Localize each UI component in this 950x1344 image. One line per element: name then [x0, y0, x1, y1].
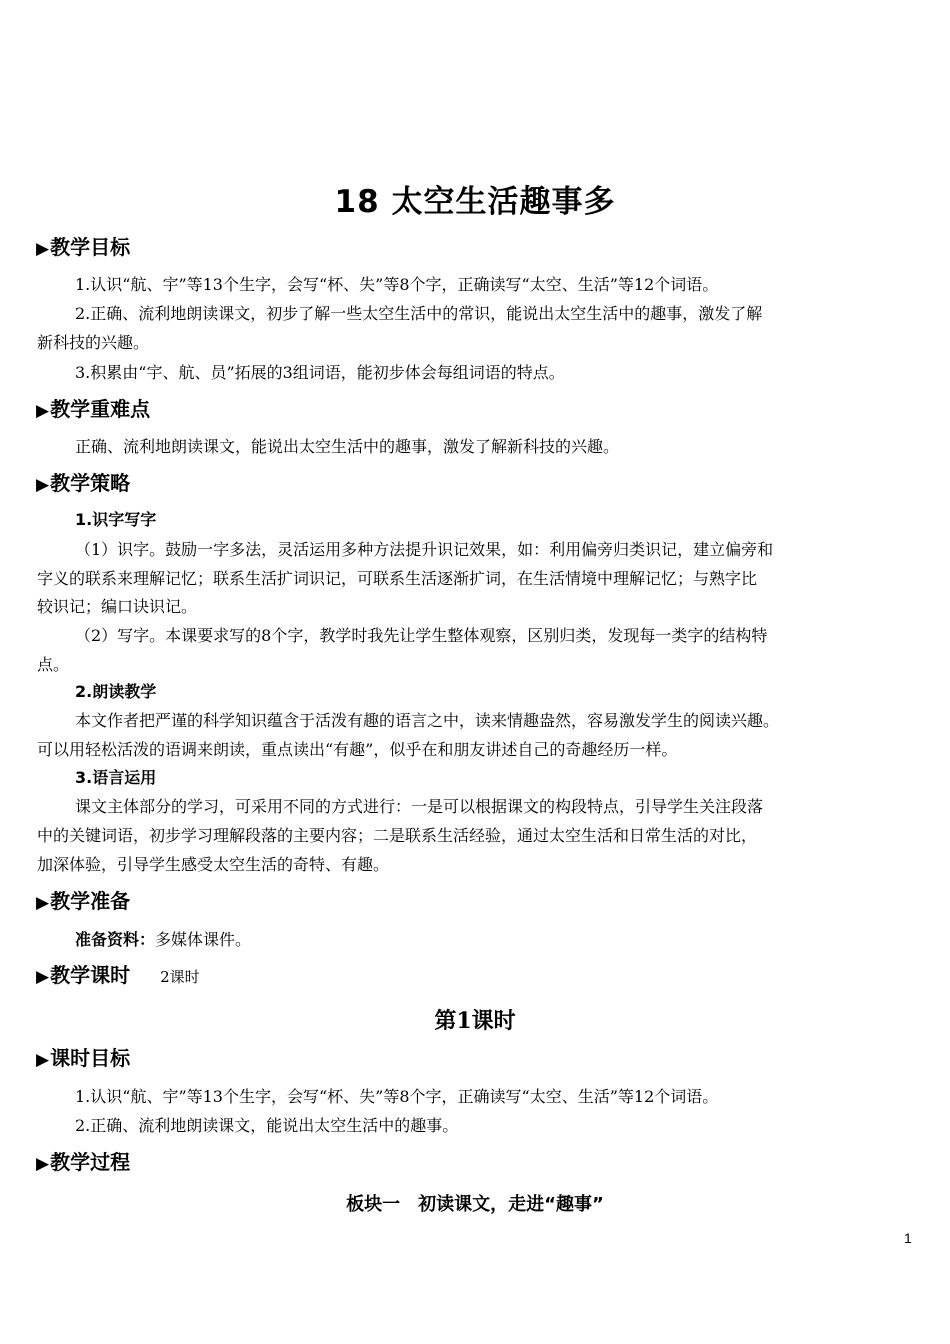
- heading-strategy: [36, 470, 130, 498]
- strategy-1-line-4: （2）写字。本课要求写的8个字，教学时我先让学生整体观察，区别归类，发现每一类字的结构特: [75, 626, 768, 645]
- triangle-marker-icon: ▶: [36, 1050, 50, 1070]
- triangle-marker-icon: ▶: [36, 239, 50, 259]
- heading-text: 教学目标: [50, 235, 131, 259]
- heading-text: 教学课时: [50, 963, 131, 987]
- lesson-goal-line-2: 2.正确、流利地朗读课文，能说出太空生活中的趣事。: [75, 1116, 459, 1135]
- goal-line-2-cont: 新科技的兴趣。: [37, 333, 150, 352]
- goal-line-1: 1.认识“航、宇”等13个生字，会写“杯、失”等8个字，正确读写“太空、生活”等12个词语。: [75, 275, 719, 294]
- strategy-3-line-2: 中的关键词语，初步学习理解段落的主要内容；二是联系生活经验，通过太空生活和日常生活的对比，: [37, 826, 758, 845]
- strategy-3-line-1: 课文主体部分的学习，可采用不同的方式进行：一是可以根据课文的构段特点，引导学生关注段落: [75, 797, 764, 816]
- heading-teaching-process: [36, 1149, 130, 1177]
- goal-line-3: 3.积累由“宇、航、员”拓展的3组词语，能初步体会每组词语的特点。: [75, 363, 565, 382]
- strategy-2-line-1: 本文作者把严谨的科学知识蕴含于活泼有趣的语言之中，读来情趣盎然，容易激发学生的阅读兴趣。: [75, 711, 780, 730]
- triangle-marker-icon: ▶: [36, 967, 50, 987]
- heading-preparation: [36, 888, 130, 916]
- heading-text: 课时目标: [50, 1046, 131, 1070]
- heading-teaching-goals: [36, 234, 130, 262]
- strategy-subheading-2: 2.朗读教学: [75, 682, 157, 701]
- heading-text: 教学准备: [50, 889, 131, 913]
- heading-lesson-goals: [36, 1045, 130, 1073]
- heading-text: 教学过程: [50, 1150, 131, 1174]
- preparation-label: 准备资料：: [75, 930, 156, 949]
- strategy-1-line-1: （1）识字。鼓励一字多法，灵活运用多种方法提升识记效果，如：利用偏旁归类识记，建立偏旁和: [75, 540, 774, 559]
- strategy-1-line-3: 较识记；编口诀识记。: [37, 597, 198, 616]
- preparation-line: [75, 925, 251, 954]
- triangle-marker-icon: ▶: [36, 475, 50, 495]
- heading-key-points: [36, 396, 150, 424]
- heading-class-hours: [36, 962, 200, 990]
- strategy-subheading-3: 3.语言运用: [75, 768, 157, 787]
- key-points-line: 正确、流利地朗读课文，能说出太空生活中的趣事，激发了解新科技的兴趣。: [75, 437, 620, 456]
- strategy-1-line-2: 字义的联系来理解记忆；联系生活扩词识记，可联系生活逐渐扩词，在生活情境中理解记忆；与熟字比: [37, 569, 758, 588]
- triangle-marker-icon: ▶: [36, 401, 50, 421]
- goal-line-2: 2.正确、流利地朗读课文，初步了解一些太空生活中的常识，能说出太空生活中的趣事，激发了解: [75, 304, 763, 323]
- page-number: 1: [904, 1230, 912, 1246]
- preparation-value: 多媒体课件。: [155, 930, 252, 949]
- heading-text: 教学重难点: [50, 397, 151, 421]
- lesson-goal-line-1: 1.认识“航、宇”等13个生字，会写“杯、失”等8个字，正确读写“太空、生活”等12个词语。: [75, 1087, 719, 1106]
- strategy-3-line-3: 加深体验，引导学生感受太空生活的奇特、有趣。: [37, 855, 390, 874]
- heading-text: 教学策略: [50, 471, 131, 495]
- lesson-1-title: 第1课时: [434, 1008, 516, 1034]
- strategy-2-line-2: 可以用轻松活泼的语调来朗读，重点读出“有趣”，似乎在和朋友讲述自己的奇趣经历一样。: [37, 740, 678, 759]
- triangle-marker-icon: ▶: [36, 1154, 50, 1174]
- document-title: 18 太空生活趣事多: [334, 184, 616, 220]
- strategy-1-line-5: 点。: [37, 655, 70, 674]
- triangle-marker-icon: ▶: [36, 893, 50, 913]
- class-hours-value: 2课时: [160, 968, 200, 986]
- block-1-title: 板块一 初读课文，走进“趣事”: [346, 1194, 604, 1215]
- strategy-subheading-1: 1.识字写字: [75, 510, 157, 529]
